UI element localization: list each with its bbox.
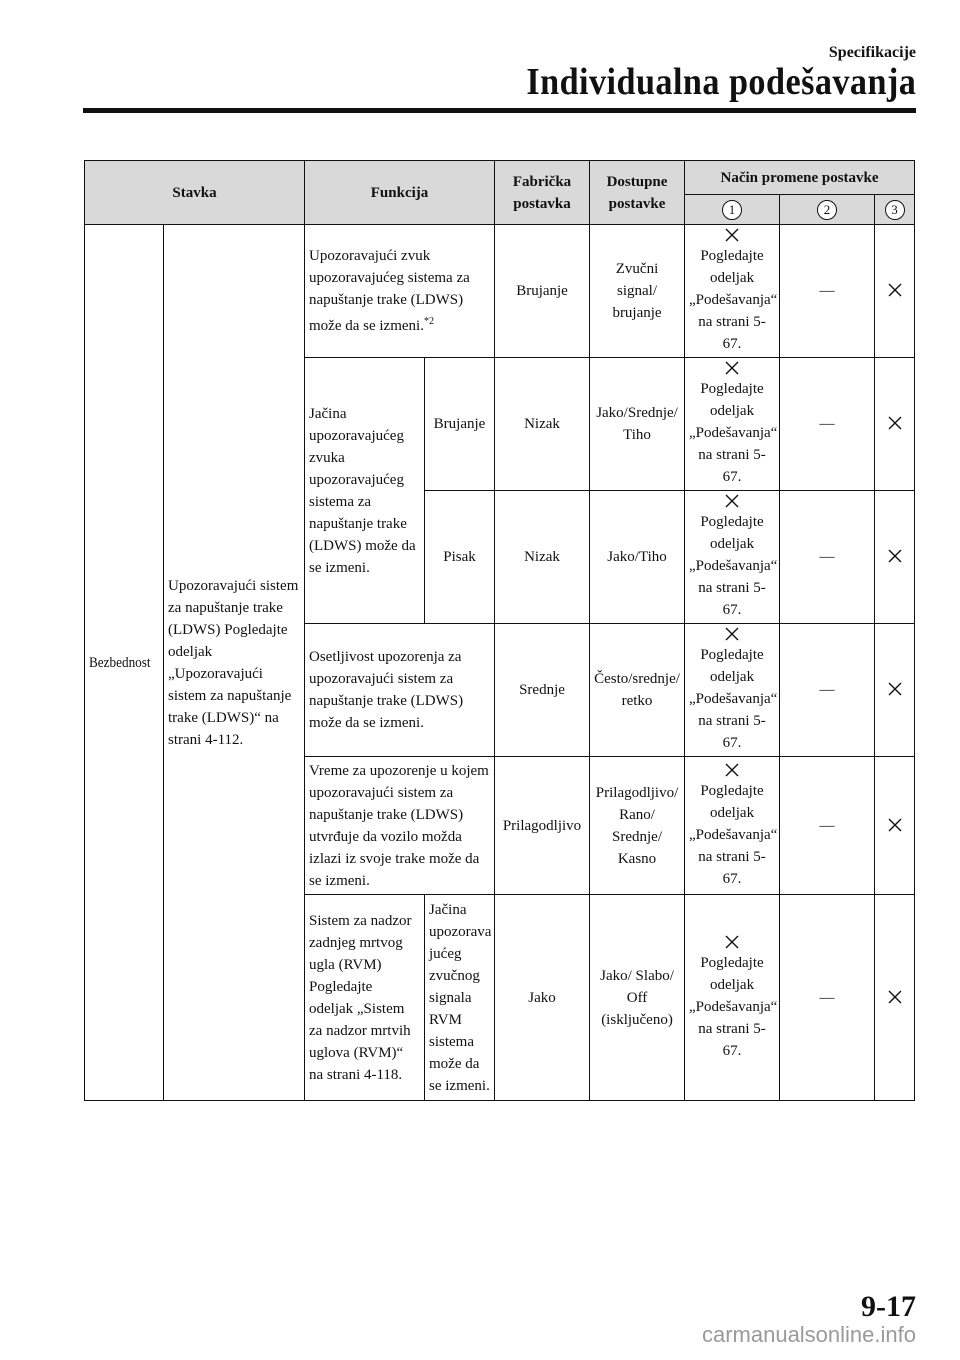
options-cell: Jako/Srednje/ Tiho (590, 358, 685, 491)
method-1-cell: Pogledajte odeljak „Podešavanja“ na strani 5-67. (685, 491, 780, 624)
method-3-cell (875, 358, 915, 491)
cross-icon (887, 415, 903, 431)
default-cell: Prilagodljivo (495, 757, 590, 895)
cross-icon (724, 227, 740, 243)
cross-icon (887, 548, 903, 564)
cross-icon (887, 817, 903, 833)
method-3-cell (875, 757, 915, 895)
options-cell: Jako/ Slabo/ Off (isključeno) (590, 895, 685, 1101)
method-2-cell: — (780, 624, 875, 757)
col-header-nacin: Način promene postavke (685, 161, 915, 195)
cross-icon (724, 762, 740, 778)
cross-icon (724, 626, 740, 642)
category-cell: Bezbednost (85, 225, 164, 1101)
page-title: Individualna podešavanja (525, 61, 916, 103)
default-cell: Jako (495, 895, 590, 1101)
function-cell: Vreme za upozorenje u kojem upozoravajući sistem za napuštanje trake (LDWS) utvrđuje da vozilo možda izlazi iz svoje trake može da se izmeni. (305, 757, 495, 895)
default-cell: Nizak (495, 358, 590, 491)
header-rule (83, 108, 916, 113)
cross-icon (724, 934, 740, 950)
method-1-header: 1 (685, 195, 780, 225)
options-cell: Često/srednje/ retko (590, 624, 685, 757)
method-3-cell (875, 624, 915, 757)
method-1-cell: Pogledajte odeljak „Podešavanja“ na strani 5-67. (685, 358, 780, 491)
method-2-cell: — (780, 895, 875, 1101)
default-cell: Srednje (495, 624, 590, 757)
method-1-cell: Pogledajte odeljak „Podešavanja“ na strani 5-67. (685, 757, 780, 895)
method-1-cell: Pogledajte odeljak „Podešavanja“ na strani 5-67. (685, 895, 780, 1101)
function-cell: Sistem za nadzor zadnjeg mrtvog ugla (RVM) Pogledajte odeljak „Sistem za nadzor mrtvih uglova (RVM)“ na strani 4-118. (305, 895, 425, 1101)
col-header-funkcija: Funkcija (305, 161, 495, 225)
method-3-cell (875, 225, 915, 358)
cross-icon (724, 493, 740, 509)
method-2-header: 2 (780, 195, 875, 225)
sub-function-cell: Pisak (425, 491, 495, 624)
subcategory-cell: Upozoravajući sistem za napuštanje trake (LDWS) Pogledajte odeljak „Upozoravajući sistem za napuštanje trake (LDWS)“ na strani 4-112. (164, 225, 305, 1101)
method-1-cell: Pogledajte odeljak „Podešavanja“ na strani 5-67. (685, 624, 780, 757)
watermark: carmanualsonline.info (701, 1322, 916, 1347)
cross-icon (887, 989, 903, 1005)
settings-table (84, 160, 915, 1101)
method-3-cell (875, 491, 915, 624)
method-3-header: 3 (875, 195, 915, 225)
method-1-cell: Pogledajte odeljak „Podešavanja“ na strani 5-67. (685, 225, 780, 358)
function-cell: Osetljivost upozorenja za upozoravajući sistem za napuštanje trake (LDWS) može da se izmeni. (305, 624, 495, 757)
page-number: 9-17 (861, 1290, 916, 1323)
function-group-cell: Jačina upozoravajućeg zvuka upozoravajućeg sistema za napuštanje trake (LDWS) može da se izmeni. (305, 358, 425, 624)
method-2-cell: — (780, 491, 875, 624)
col-header-fabricka: Fabrička postavka (495, 161, 590, 225)
sub-function-cell: Jačina upozorava jućeg zvučnog signala RVM sistema može da se izmeni. (425, 895, 495, 1101)
col-header-dostupne: Dostupne postavke (590, 161, 685, 225)
cross-icon (887, 681, 903, 697)
sub-function-cell: Brujanje (425, 358, 495, 491)
options-cell: Zvučni signal/ brujanje (590, 225, 685, 358)
method-2-cell: — (780, 757, 875, 895)
section-label: Specifikacije (828, 44, 916, 61)
default-cell: Brujanje (495, 225, 590, 358)
col-header-stavka: Stavka (85, 161, 305, 225)
method-2-cell: — (780, 225, 875, 358)
function-cell: Upozoravajući zvuk upozoravajućeg sistema za napuštanje trake (LDWS) može da se izmeni.$^{*2}$ (305, 225, 495, 358)
cross-icon (724, 360, 740, 376)
method-2-cell: — (780, 358, 875, 491)
default-cell: Nizak (495, 491, 590, 624)
table-row (85, 225, 915, 358)
options-cell: Prilagodljivo/ Rano/ Srednje/ Kasno (590, 757, 685, 895)
cross-icon (887, 282, 903, 298)
options-cell: Jako/Tiho (590, 491, 685, 624)
method-3-cell (875, 895, 915, 1101)
